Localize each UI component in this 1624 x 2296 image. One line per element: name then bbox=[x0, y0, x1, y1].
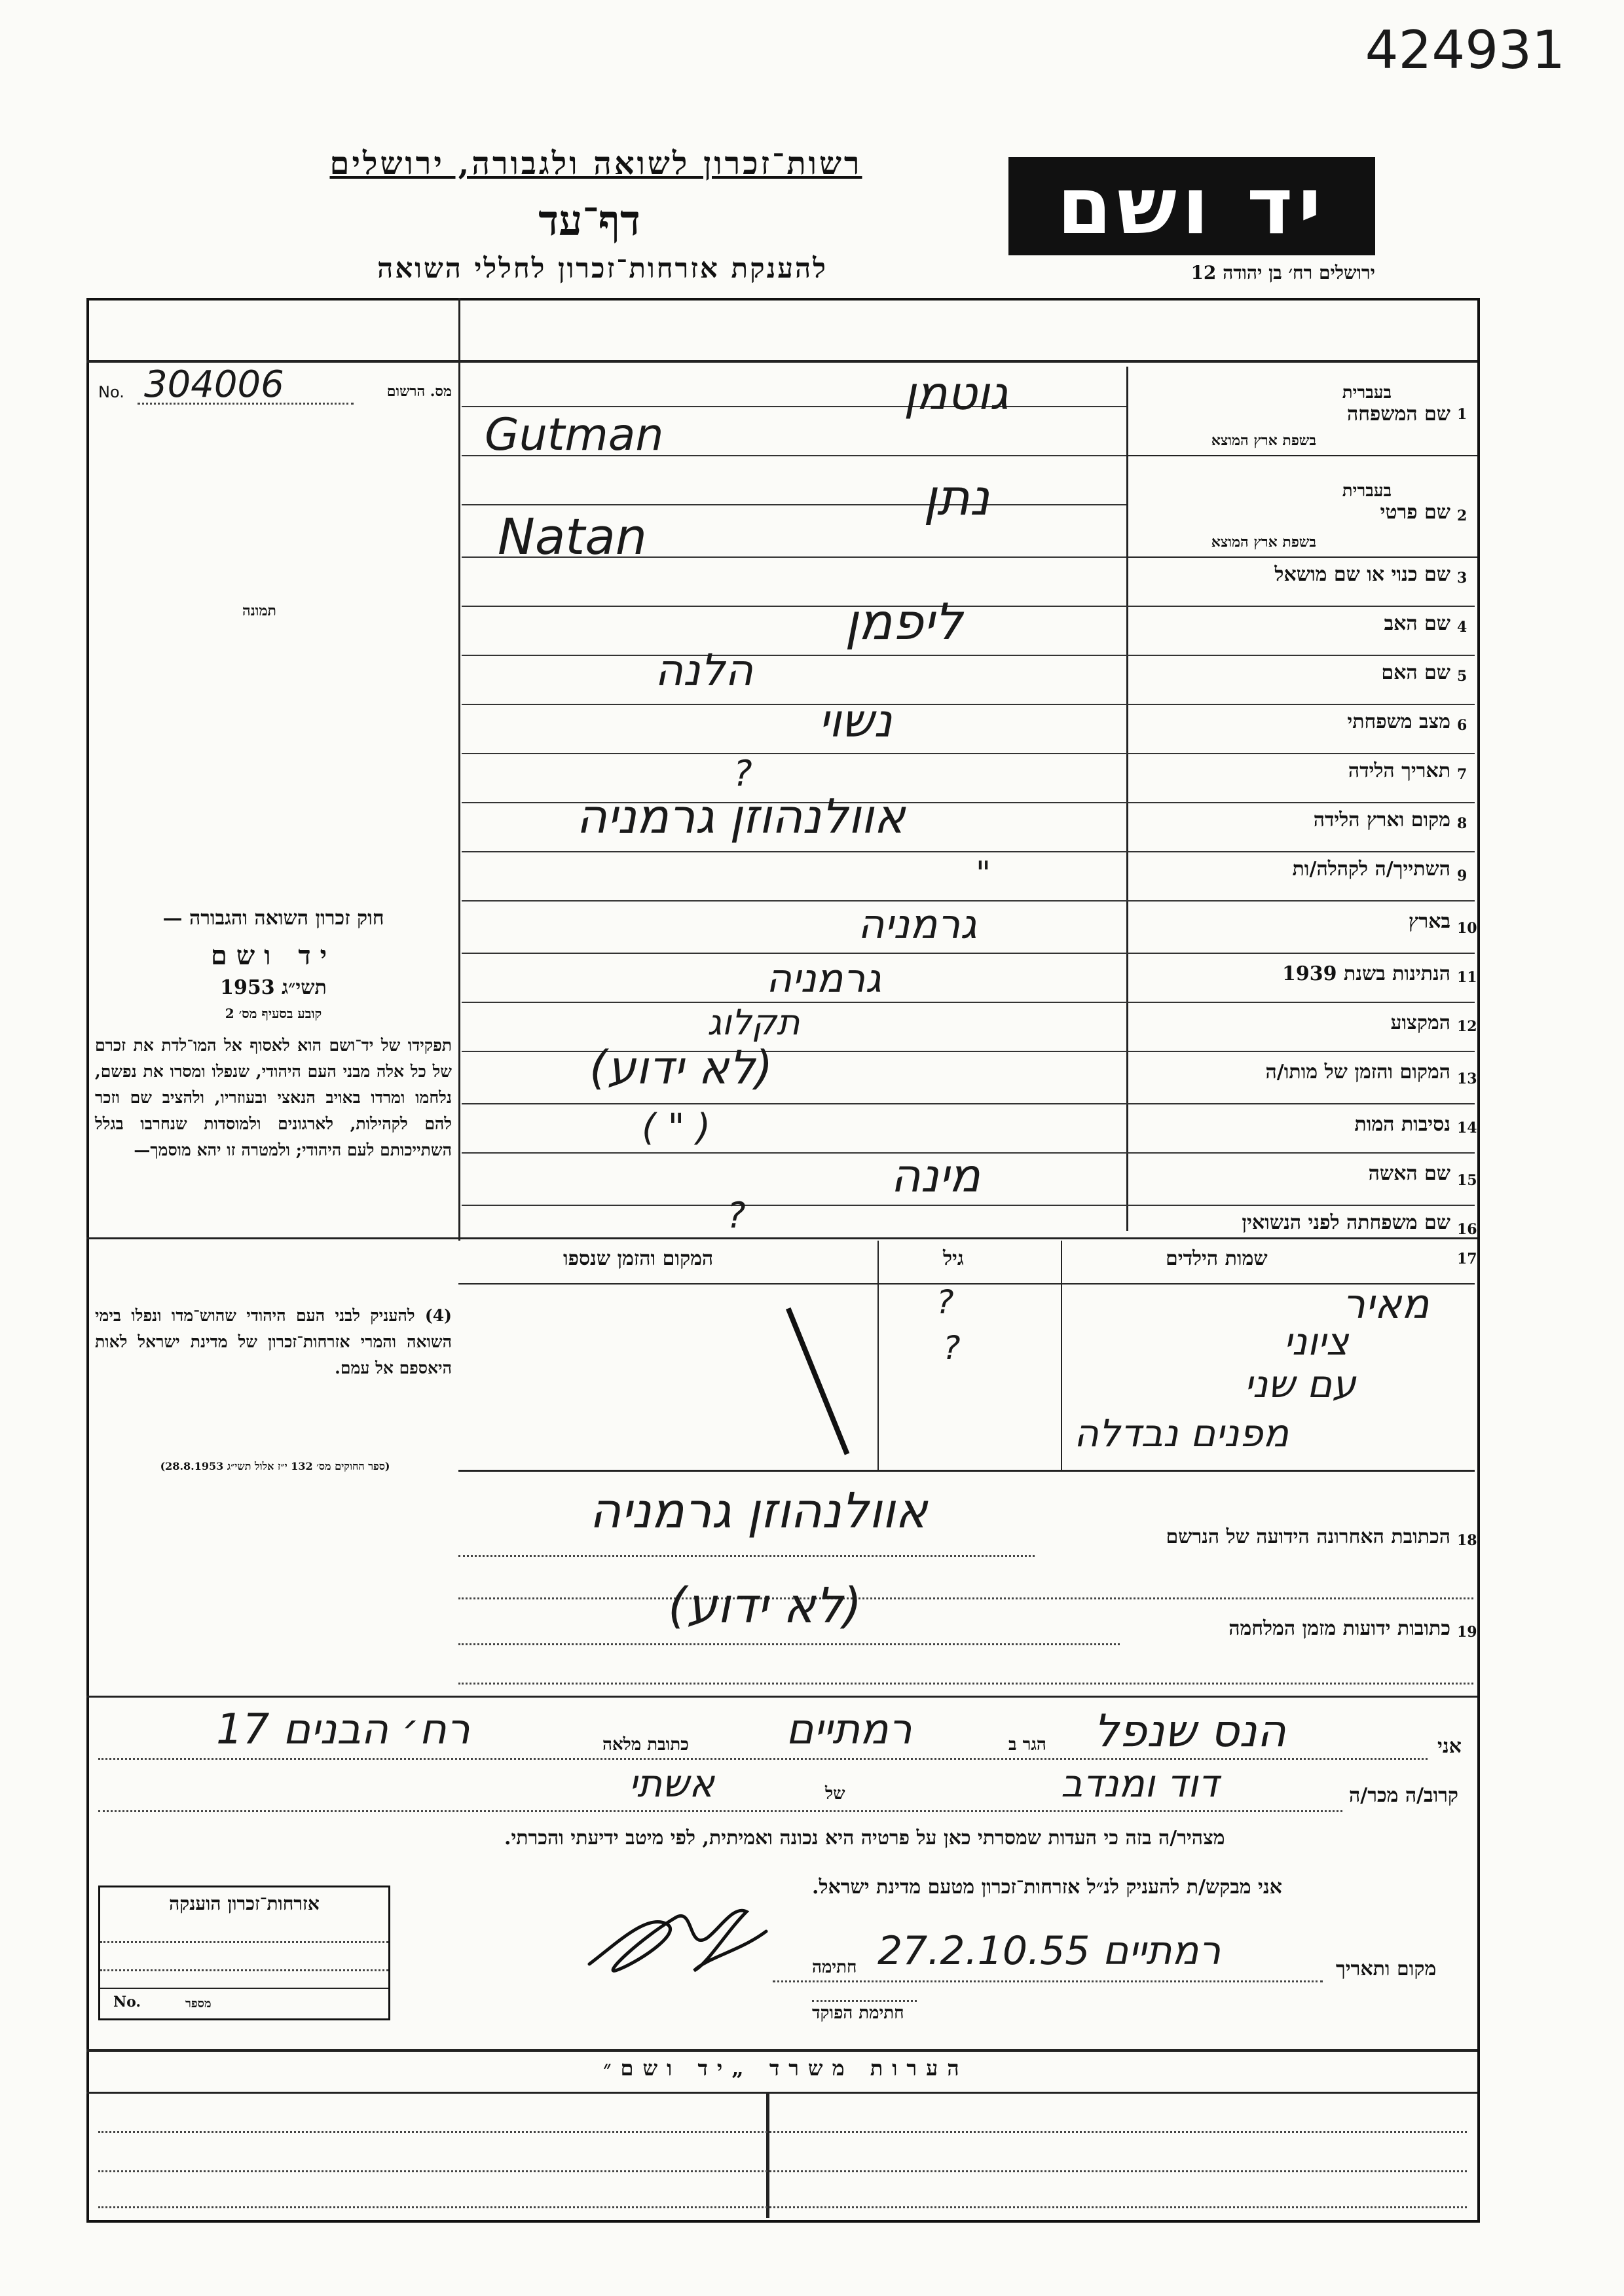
field-1-value-native: Gutman bbox=[485, 409, 664, 461]
field-14-label: נסיבות המות bbox=[1354, 1113, 1450, 1136]
decl-i-label: אני bbox=[1437, 1735, 1462, 1758]
field-2-value-native: Natan bbox=[498, 507, 647, 566]
law-title: חוק זכרון השואה והגבורה — bbox=[162, 907, 384, 930]
child-name-2: ציוני bbox=[1283, 1319, 1349, 1364]
field-1-value-hebrew: גוטמן bbox=[904, 367, 1008, 420]
decl-place-date: רמתיים 27.2.10.55 bbox=[877, 1928, 1221, 1974]
decl-signature-label: חתימה bbox=[812, 1958, 857, 1977]
field-1-label: שם המשפחה bbox=[1346, 403, 1450, 426]
field-10-num: 10 bbox=[1457, 920, 1477, 937]
child-age-1: ? bbox=[936, 1283, 954, 1321]
field-17-num: 17 bbox=[1457, 1250, 1477, 1267]
field-16-value: ? bbox=[727, 1195, 746, 1236]
address: ירושלים רח׳ בן יהודה 12 bbox=[1190, 262, 1375, 283]
field-12-label: המקצוע bbox=[1390, 1011, 1450, 1034]
field-13-num: 13 bbox=[1457, 1070, 1477, 1087]
field-9-value: " bbox=[976, 854, 991, 892]
field-row-separator bbox=[462, 1002, 1475, 1003]
field-1-num: 1 bbox=[1457, 406, 1467, 423]
field-12-value: תקלוג bbox=[707, 1002, 800, 1043]
law-text-2: (4) להעניק לבני העם היהודי שהוש־מדו ונפלו בימי השואה והמרי אזרחות־זכרון של מדינת ישראל לאות היאספם אל עמם. bbox=[95, 1306, 452, 1377]
field-9-label: השתייך/ה לקהלה/ות bbox=[1292, 858, 1450, 881]
field-13-label: המקום והזמן של מותו/ה bbox=[1265, 1061, 1450, 1084]
field-row-separator bbox=[462, 1205, 1475, 1206]
field-18-num: 18 bbox=[1457, 1532, 1477, 1549]
decl-resides-label: הגר ב bbox=[1008, 1735, 1046, 1755]
field-13-value: (לא ידוע) bbox=[589, 1041, 773, 1095]
field-19-label: כתובות ידועות מזמן המלחמה bbox=[1228, 1617, 1450, 1640]
field-15-value: מינה bbox=[891, 1149, 980, 1203]
field-1-sub-hebrew: בעברית bbox=[1342, 383, 1392, 403]
field-7-label: תאריך הלידה bbox=[1348, 759, 1450, 782]
field-4-label: שם האב bbox=[1384, 612, 1450, 635]
field-3-label: שם כנוי או שם מושאל bbox=[1274, 563, 1450, 586]
field-5-num: 5 bbox=[1457, 668, 1467, 685]
field-2-sub-origin: בשפת ארץ המוצא bbox=[1211, 534, 1316, 551]
field-8-value: אוולנהוזן גרמניה bbox=[576, 789, 906, 844]
law-source: (ספר החוקים מס׳ 132 י״ז אלול תשי״ג 28.8.1953) bbox=[160, 1460, 390, 1472]
field-16-num: 16 bbox=[1457, 1221, 1477, 1238]
field-5-label: שם האם bbox=[1381, 661, 1450, 684]
field-19-num: 19 bbox=[1457, 1624, 1477, 1641]
decl-of-value: אשתי bbox=[629, 1761, 714, 1806]
field-2-value-hebrew: נתן bbox=[923, 468, 990, 526]
decl-of-label: של bbox=[825, 1784, 845, 1804]
field-row-separator bbox=[462, 606, 1475, 607]
field-9-num: 9 bbox=[1457, 867, 1467, 884]
photo-label: תמונה bbox=[242, 602, 276, 619]
field-15-label: שם האשה bbox=[1368, 1162, 1450, 1185]
field-14-num: 14 bbox=[1457, 1120, 1477, 1137]
field-16-label: שם משפחתה לפני הנשואין bbox=[1242, 1211, 1450, 1234]
registration-no-label: No. bbox=[98, 383, 124, 401]
field-3-num: 3 bbox=[1457, 570, 1467, 587]
field-4-value: ליפמן bbox=[845, 592, 963, 651]
org-title: רשות־זכרון לשואה ולגבורה, ירושלים bbox=[329, 145, 862, 182]
office-notes-title: הערות משרד „יד ושם״ bbox=[603, 2056, 969, 2081]
law-clause: קובע בסעיף מס׳ 2 bbox=[225, 1006, 322, 1021]
field-10-label: בארץ bbox=[1408, 910, 1450, 933]
registration-row bbox=[98, 363, 452, 406]
law-panel bbox=[95, 907, 452, 1234]
field-19-value: (לא ידוע) bbox=[668, 1578, 862, 1634]
decl-statement-2: אני מבקש/ת להעניק לנ״ל אזרחות־זכרון מטעם מדינת ישראל. bbox=[812, 1876, 1282, 1899]
field-10-value: גרמניה bbox=[858, 900, 977, 948]
children-col-place: המקום והזמן שנספו bbox=[563, 1247, 714, 1270]
field-row-separator bbox=[462, 953, 1475, 954]
yad-vashem-logo: יד ושם bbox=[1008, 157, 1375, 255]
field-12-num: 12 bbox=[1457, 1018, 1477, 1035]
field-2-label: שם פרטי bbox=[1380, 501, 1450, 524]
law-year: תשי״ג 1953 bbox=[220, 976, 327, 999]
field-row-separator bbox=[462, 704, 1475, 705]
decl-address: רח׳ הבנים 17 bbox=[216, 1705, 470, 1754]
field-row-separator bbox=[462, 655, 1475, 656]
field-11-value: גרמניה bbox=[766, 956, 881, 1002]
decl-city: רמתיים bbox=[786, 1705, 912, 1754]
granted-box-title: אזרחות־זכרון הוענקה bbox=[169, 1893, 320, 1914]
decl-place-date-label: מקום ותאריך bbox=[1336, 1958, 1437, 1980]
field-6-value: נשוי bbox=[819, 694, 893, 748]
granted-box-no-label: No. bbox=[113, 1994, 141, 2011]
archive-number: 424931 bbox=[1365, 20, 1565, 81]
field-row-separator bbox=[462, 753, 1475, 754]
field-1-sub-origin: בשפת ארץ המוצא bbox=[1211, 432, 1316, 449]
law-text-1: תפקידו של יד־ושם הוא לאסוף אל המו־לדת את זכרם של כל אלה מבני העם היהודי, שנפלו ומסרו את נפשם, נלחמו ומרדו באויב הנאצי ובעוזריו, ולהציב שם וזכר להם לקהילות, לארגונים ולמוסדות שנחרבו בגלל השתייכותם לעם היהודי; ולמטרה זו יהא מוסמך— bbox=[95, 1036, 452, 1159]
field-15-num: 15 bbox=[1457, 1172, 1477, 1189]
granted-box bbox=[98, 1886, 390, 2020]
field-5-value: הלנה bbox=[655, 645, 754, 695]
field-7-value: ? bbox=[733, 753, 752, 794]
declarant-signature bbox=[576, 1892, 773, 1984]
decl-address-label: כתובת מלאה bbox=[602, 1735, 689, 1755]
children-col-names: שמות הילדים bbox=[1166, 1247, 1268, 1270]
field-18-value: אוולנהוזן גרמניה bbox=[589, 1483, 928, 1539]
child-name-3: עם שני bbox=[1244, 1362, 1356, 1406]
decl-relation: דוד ומנדב bbox=[1061, 1761, 1219, 1806]
decl-statement-1: מצהיר/ה בזה כי העדות שמסרתי כאן על פרטיה היא נכונה ואמיתית, לפי מיטב ידיעתי והכרתי. bbox=[504, 1827, 1225, 1850]
field-7-num: 7 bbox=[1457, 766, 1467, 783]
children-col-age: גיל bbox=[943, 1247, 964, 1270]
field-8-label: מקום וארץ הלידה bbox=[1313, 809, 1450, 831]
field-11-label: הנתינות בשנת 1939 bbox=[1282, 962, 1450, 985]
field-row-separator bbox=[462, 851, 1475, 852]
decl-official-sig-label: חתימת הפוקד bbox=[812, 2003, 904, 2023]
field-2-sub-hebrew: בעברית bbox=[1342, 481, 1392, 501]
decl-relative-label: קרוב/ה מכר/ה bbox=[1349, 1784, 1458, 1807]
granted-box-number-label: מספר bbox=[185, 1997, 212, 2011]
field-row-separator bbox=[462, 1103, 1475, 1104]
decl-declarant: הנס שנפל bbox=[1094, 1705, 1286, 1757]
field-11-num: 11 bbox=[1457, 969, 1477, 986]
registration-label: מס. הרשום bbox=[386, 383, 452, 400]
field-18-label: הכתובת האחרונה הידועה של הנרשם bbox=[1166, 1525, 1450, 1548]
registration-number: 304006 bbox=[144, 363, 284, 406]
field-6-num: 6 bbox=[1457, 717, 1467, 734]
child-name-1: מאיר bbox=[1342, 1280, 1430, 1328]
form-title: דף־עד bbox=[538, 196, 640, 246]
child-age-2: ? bbox=[943, 1329, 961, 1367]
field-2-num: 2 bbox=[1457, 507, 1467, 524]
field-4-num: 4 bbox=[1457, 619, 1467, 636]
field-8-num: 8 bbox=[1457, 815, 1467, 832]
field-14-value: ( " ) bbox=[642, 1106, 711, 1149]
law-name: יד ושם bbox=[210, 940, 337, 971]
child-name-4: מפנים נבדלה bbox=[1074, 1411, 1289, 1455]
field-6-label: מצב משפחתי bbox=[1347, 710, 1450, 733]
form-subtitle: להענקת אזרחות־זכרון לחללי השואה bbox=[377, 252, 828, 284]
